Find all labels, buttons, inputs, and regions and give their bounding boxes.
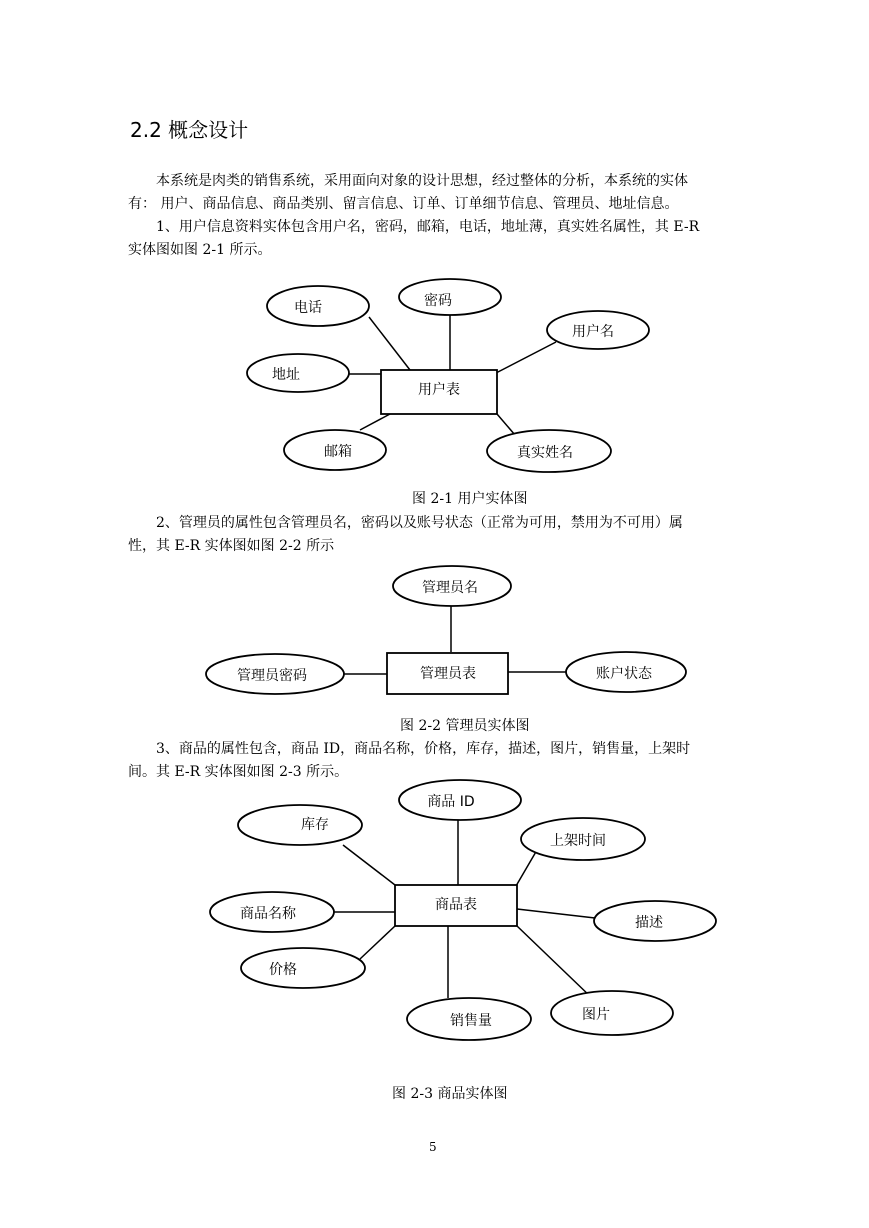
attr-password-label: 密码	[424, 293, 452, 309]
attr-sales-label: 销售量	[450, 1013, 492, 1029]
attr-shelf-time-label: 上架时间	[550, 833, 606, 849]
figure-2-1-er-diagram	[0, 270, 869, 485]
figure-2-3-er-diagram	[0, 775, 869, 1075]
attr-stock-ellipse	[238, 805, 362, 845]
entity-product-label: 商品表	[435, 897, 477, 913]
page-number: 5	[429, 1140, 437, 1154]
item1-line-2: 实体图如图 2-1 所示。	[128, 242, 272, 258]
attr-username-label: 用户名	[572, 324, 614, 340]
section-number: 2.2	[130, 118, 162, 142]
attr-description-label: 描述	[635, 915, 663, 931]
attr-address-label: 地址	[272, 367, 300, 383]
attr-product-id-label: 商品 ID	[427, 794, 475, 810]
item3-line-1: 3、商品的属性包含，商品 ID，商品名称，价格，库存，描述，图片，销售量，上架时	[156, 741, 691, 757]
section-title: 概念设计	[168, 118, 249, 142]
entity-admin-label: 管理员表	[420, 666, 476, 682]
figure-2-3-caption: 图 2-3 商品实体图	[392, 1086, 508, 1102]
figure-2-2-caption: 图 2-2 管理员实体图	[400, 718, 530, 734]
intro-paragraph	[128, 170, 740, 262]
attr-image-label: 图片	[582, 1007, 610, 1023]
attr-account-status-label: 账户状态	[596, 666, 652, 682]
item2-line-1: 2、管理员的属性包含管理员名，密码以及账号状态（正常为可用，禁用为不可用）属	[156, 515, 683, 531]
intro-line-2: 有： 用户、商品信息、商品类别、留言信息、订单、订单细节信息、管理员、地址信息。	[128, 196, 679, 212]
attr-product-name-label: 商品名称	[240, 906, 296, 922]
section-heading	[130, 114, 248, 143]
figure-2-1-caption: 图 2-1 用户实体图	[412, 491, 528, 507]
item2-line-2: 性，其 E-R 实体图如图 2-2 所示	[128, 538, 335, 554]
attr-admin-password-label: 管理员密码	[237, 668, 307, 684]
attr-price-label: 价格	[269, 962, 297, 978]
attr-phone-label: 电话	[294, 300, 322, 316]
attr-price-ellipse	[241, 948, 365, 988]
attr-image-ellipse	[551, 991, 673, 1035]
attr-admin-name-label: 管理员名	[422, 580, 478, 596]
attr-stock-label: 库存	[301, 817, 329, 833]
item3-line-2: 间。其 E-R 实体图如图 2-3 所示。	[128, 764, 349, 780]
entity-user-label: 用户表	[418, 382, 460, 398]
item2-paragraph	[128, 512, 740, 558]
item1-line-1: 1、用户信息资料实体包含用户名，密码，邮箱，电话，地址薄，真实姓名属性，其 E-R	[156, 219, 700, 235]
figure-2-2-er-diagram	[0, 560, 869, 710]
intro-line-1: 本系统是肉类的销售系统，采用面向对象的设计思想，经过整体的分析，本系统的实体	[156, 173, 688, 189]
attr-email-label: 邮箱	[324, 444, 352, 460]
attr-realname-label: 真实姓名	[517, 445, 573, 461]
